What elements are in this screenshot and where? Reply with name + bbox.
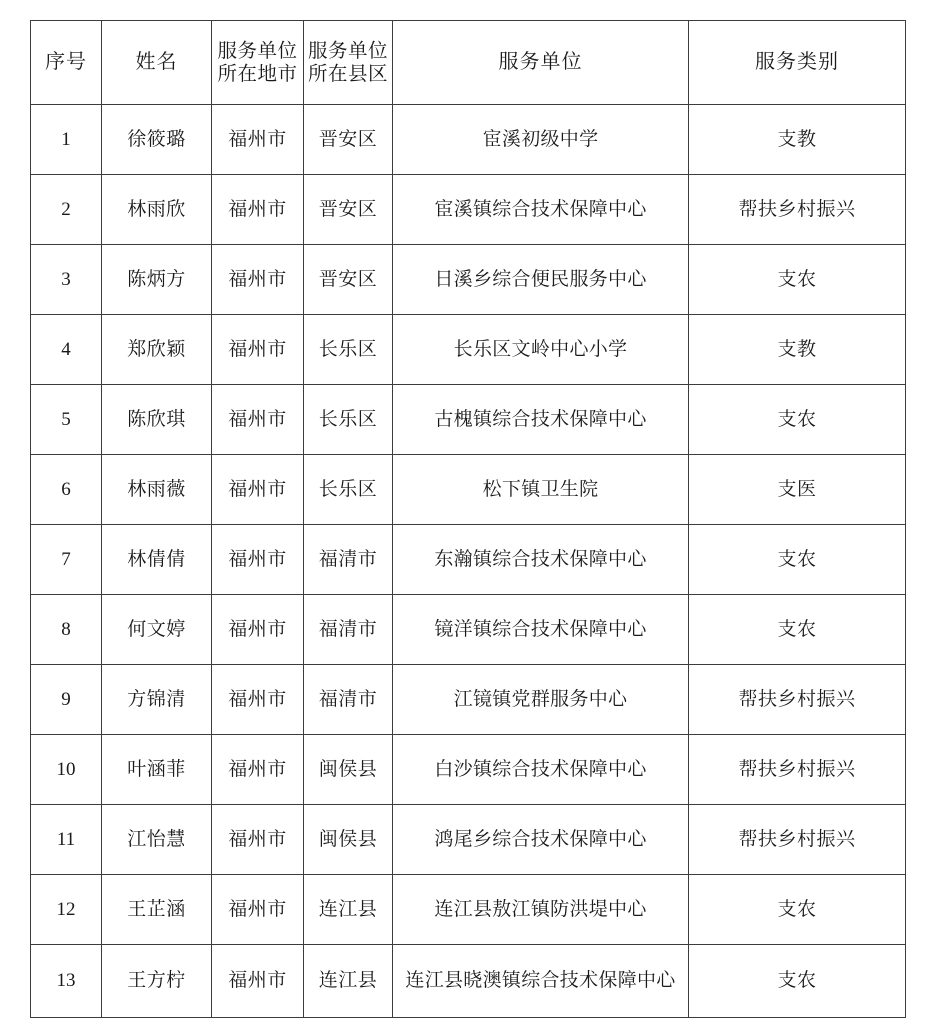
cell-sequence-number: 1 — [31, 105, 102, 175]
cell-name: 林雨薇 — [102, 455, 212, 525]
cell-service-category: 支农 — [689, 385, 906, 455]
cell-city: 福州市 — [212, 595, 304, 665]
table-row — [31, 105, 906, 175]
cell-sequence-number: 3 — [31, 245, 102, 315]
table-header — [31, 21, 906, 105]
cell-city: 福州市 — [212, 875, 304, 945]
header-row — [31, 21, 906, 105]
cell-city: 福州市 — [212, 175, 304, 245]
column-header-seq: 序号 — [31, 21, 102, 105]
column-header-name: 姓名 — [102, 21, 212, 105]
cell-city: 福州市 — [212, 805, 304, 875]
cell-name: 王方柠 — [102, 945, 212, 1018]
table-row — [31, 665, 906, 735]
cell-city: 福州市 — [212, 245, 304, 315]
cell-district: 晋安区 — [304, 175, 393, 245]
cell-district: 连江县 — [304, 945, 393, 1018]
cell-service-unit: 江镜镇党群服务中心 — [393, 665, 689, 735]
cell-district: 长乐区 — [304, 385, 393, 455]
cell-name: 何文婷 — [102, 595, 212, 665]
cell-district: 长乐区 — [304, 455, 393, 525]
cell-service-unit: 宦溪初级中学 — [393, 105, 689, 175]
table-row — [31, 455, 906, 525]
cell-service-unit: 鸿尾乡综合技术保障中心 — [393, 805, 689, 875]
cell-district: 长乐区 — [304, 315, 393, 385]
cell-service-unit: 日溪乡综合便民服务中心 — [393, 245, 689, 315]
cell-district: 闽侯县 — [304, 805, 393, 875]
cell-service-category: 支教 — [689, 105, 906, 175]
cell-service-unit: 长乐区文岭中心小学 — [393, 315, 689, 385]
cell-service-unit: 连江县敖江镇防洪堤中心 — [393, 875, 689, 945]
column-header-unit: 服务单位 — [393, 21, 689, 105]
cell-sequence-number: 10 — [31, 735, 102, 805]
cell-city: 福州市 — [212, 945, 304, 1018]
cell-service-category: 帮扶乡村振兴 — [689, 735, 906, 805]
cell-district: 福清市 — [304, 595, 393, 665]
cell-city: 福州市 — [212, 455, 304, 525]
cell-district: 福清市 — [304, 665, 393, 735]
table-row — [31, 315, 906, 385]
service-roster-table — [30, 20, 906, 1018]
cell-name: 徐筱璐 — [102, 105, 212, 175]
table-row — [31, 875, 906, 945]
cell-name: 江怡慧 — [102, 805, 212, 875]
cell-sequence-number: 5 — [31, 385, 102, 455]
cell-service-unit: 东瀚镇综合技术保障中心 — [393, 525, 689, 595]
cell-service-unit: 松下镇卫生院 — [393, 455, 689, 525]
cell-sequence-number: 7 — [31, 525, 102, 595]
cell-name: 陈炳方 — [102, 245, 212, 315]
cell-sequence-number: 2 — [31, 175, 102, 245]
cell-name: 林倩倩 — [102, 525, 212, 595]
cell-district: 晋安区 — [304, 245, 393, 315]
cell-city: 福州市 — [212, 525, 304, 595]
cell-service-unit: 连江县晓澳镇综合技术保障中心 — [393, 945, 689, 1018]
cell-city: 福州市 — [212, 315, 304, 385]
cell-service-unit: 古槐镇综合技术保障中心 — [393, 385, 689, 455]
cell-sequence-number: 9 — [31, 665, 102, 735]
cell-service-unit: 白沙镇综合技术保障中心 — [393, 735, 689, 805]
cell-city: 福州市 — [212, 105, 304, 175]
cell-sequence-number: 8 — [31, 595, 102, 665]
cell-service-unit: 镜洋镇综合技术保障中心 — [393, 595, 689, 665]
cell-sequence-number: 4 — [31, 315, 102, 385]
cell-service-category: 支农 — [689, 245, 906, 315]
cell-service-category: 帮扶乡村振兴 — [689, 805, 906, 875]
column-header-category: 服务类别 — [689, 21, 906, 105]
cell-sequence-number: 6 — [31, 455, 102, 525]
cell-city: 福州市 — [212, 385, 304, 455]
cell-service-category: 支农 — [689, 945, 906, 1018]
cell-district: 连江县 — [304, 875, 393, 945]
cell-district: 晋安区 — [304, 105, 393, 175]
cell-name: 方锦清 — [102, 665, 212, 735]
cell-city: 福州市 — [212, 735, 304, 805]
table-row — [31, 385, 906, 455]
cell-service-category: 帮扶乡村振兴 — [689, 665, 906, 735]
cell-name: 陈欣琪 — [102, 385, 212, 455]
cell-city: 福州市 — [212, 665, 304, 735]
table-row — [31, 735, 906, 805]
cell-service-category: 支农 — [689, 595, 906, 665]
cell-name: 林雨欣 — [102, 175, 212, 245]
table-row — [31, 595, 906, 665]
table-row — [31, 945, 906, 1018]
cell-district: 闽侯县 — [304, 735, 393, 805]
cell-name: 郑欣颖 — [102, 315, 212, 385]
table-row — [31, 175, 906, 245]
cell-sequence-number: 13 — [31, 945, 102, 1018]
table-body — [31, 105, 906, 1018]
cell-sequence-number: 12 — [31, 875, 102, 945]
cell-sequence-number: 11 — [31, 805, 102, 875]
cell-service-category: 支教 — [689, 315, 906, 385]
table-row — [31, 245, 906, 315]
table-row — [31, 525, 906, 595]
cell-name: 王芷涵 — [102, 875, 212, 945]
cell-service-category: 支农 — [689, 525, 906, 595]
table-row — [31, 805, 906, 875]
column-header-city: 服务单位所在地市 — [212, 21, 304, 105]
column-header-district: 服务单位所在县区 — [304, 21, 393, 105]
cell-name: 叶涵菲 — [102, 735, 212, 805]
cell-service-category: 支医 — [689, 455, 906, 525]
cell-service-unit: 宦溪镇综合技术保障中心 — [393, 175, 689, 245]
cell-district: 福清市 — [304, 525, 393, 595]
cell-service-category: 支农 — [689, 875, 906, 945]
cell-service-category: 帮扶乡村振兴 — [689, 175, 906, 245]
